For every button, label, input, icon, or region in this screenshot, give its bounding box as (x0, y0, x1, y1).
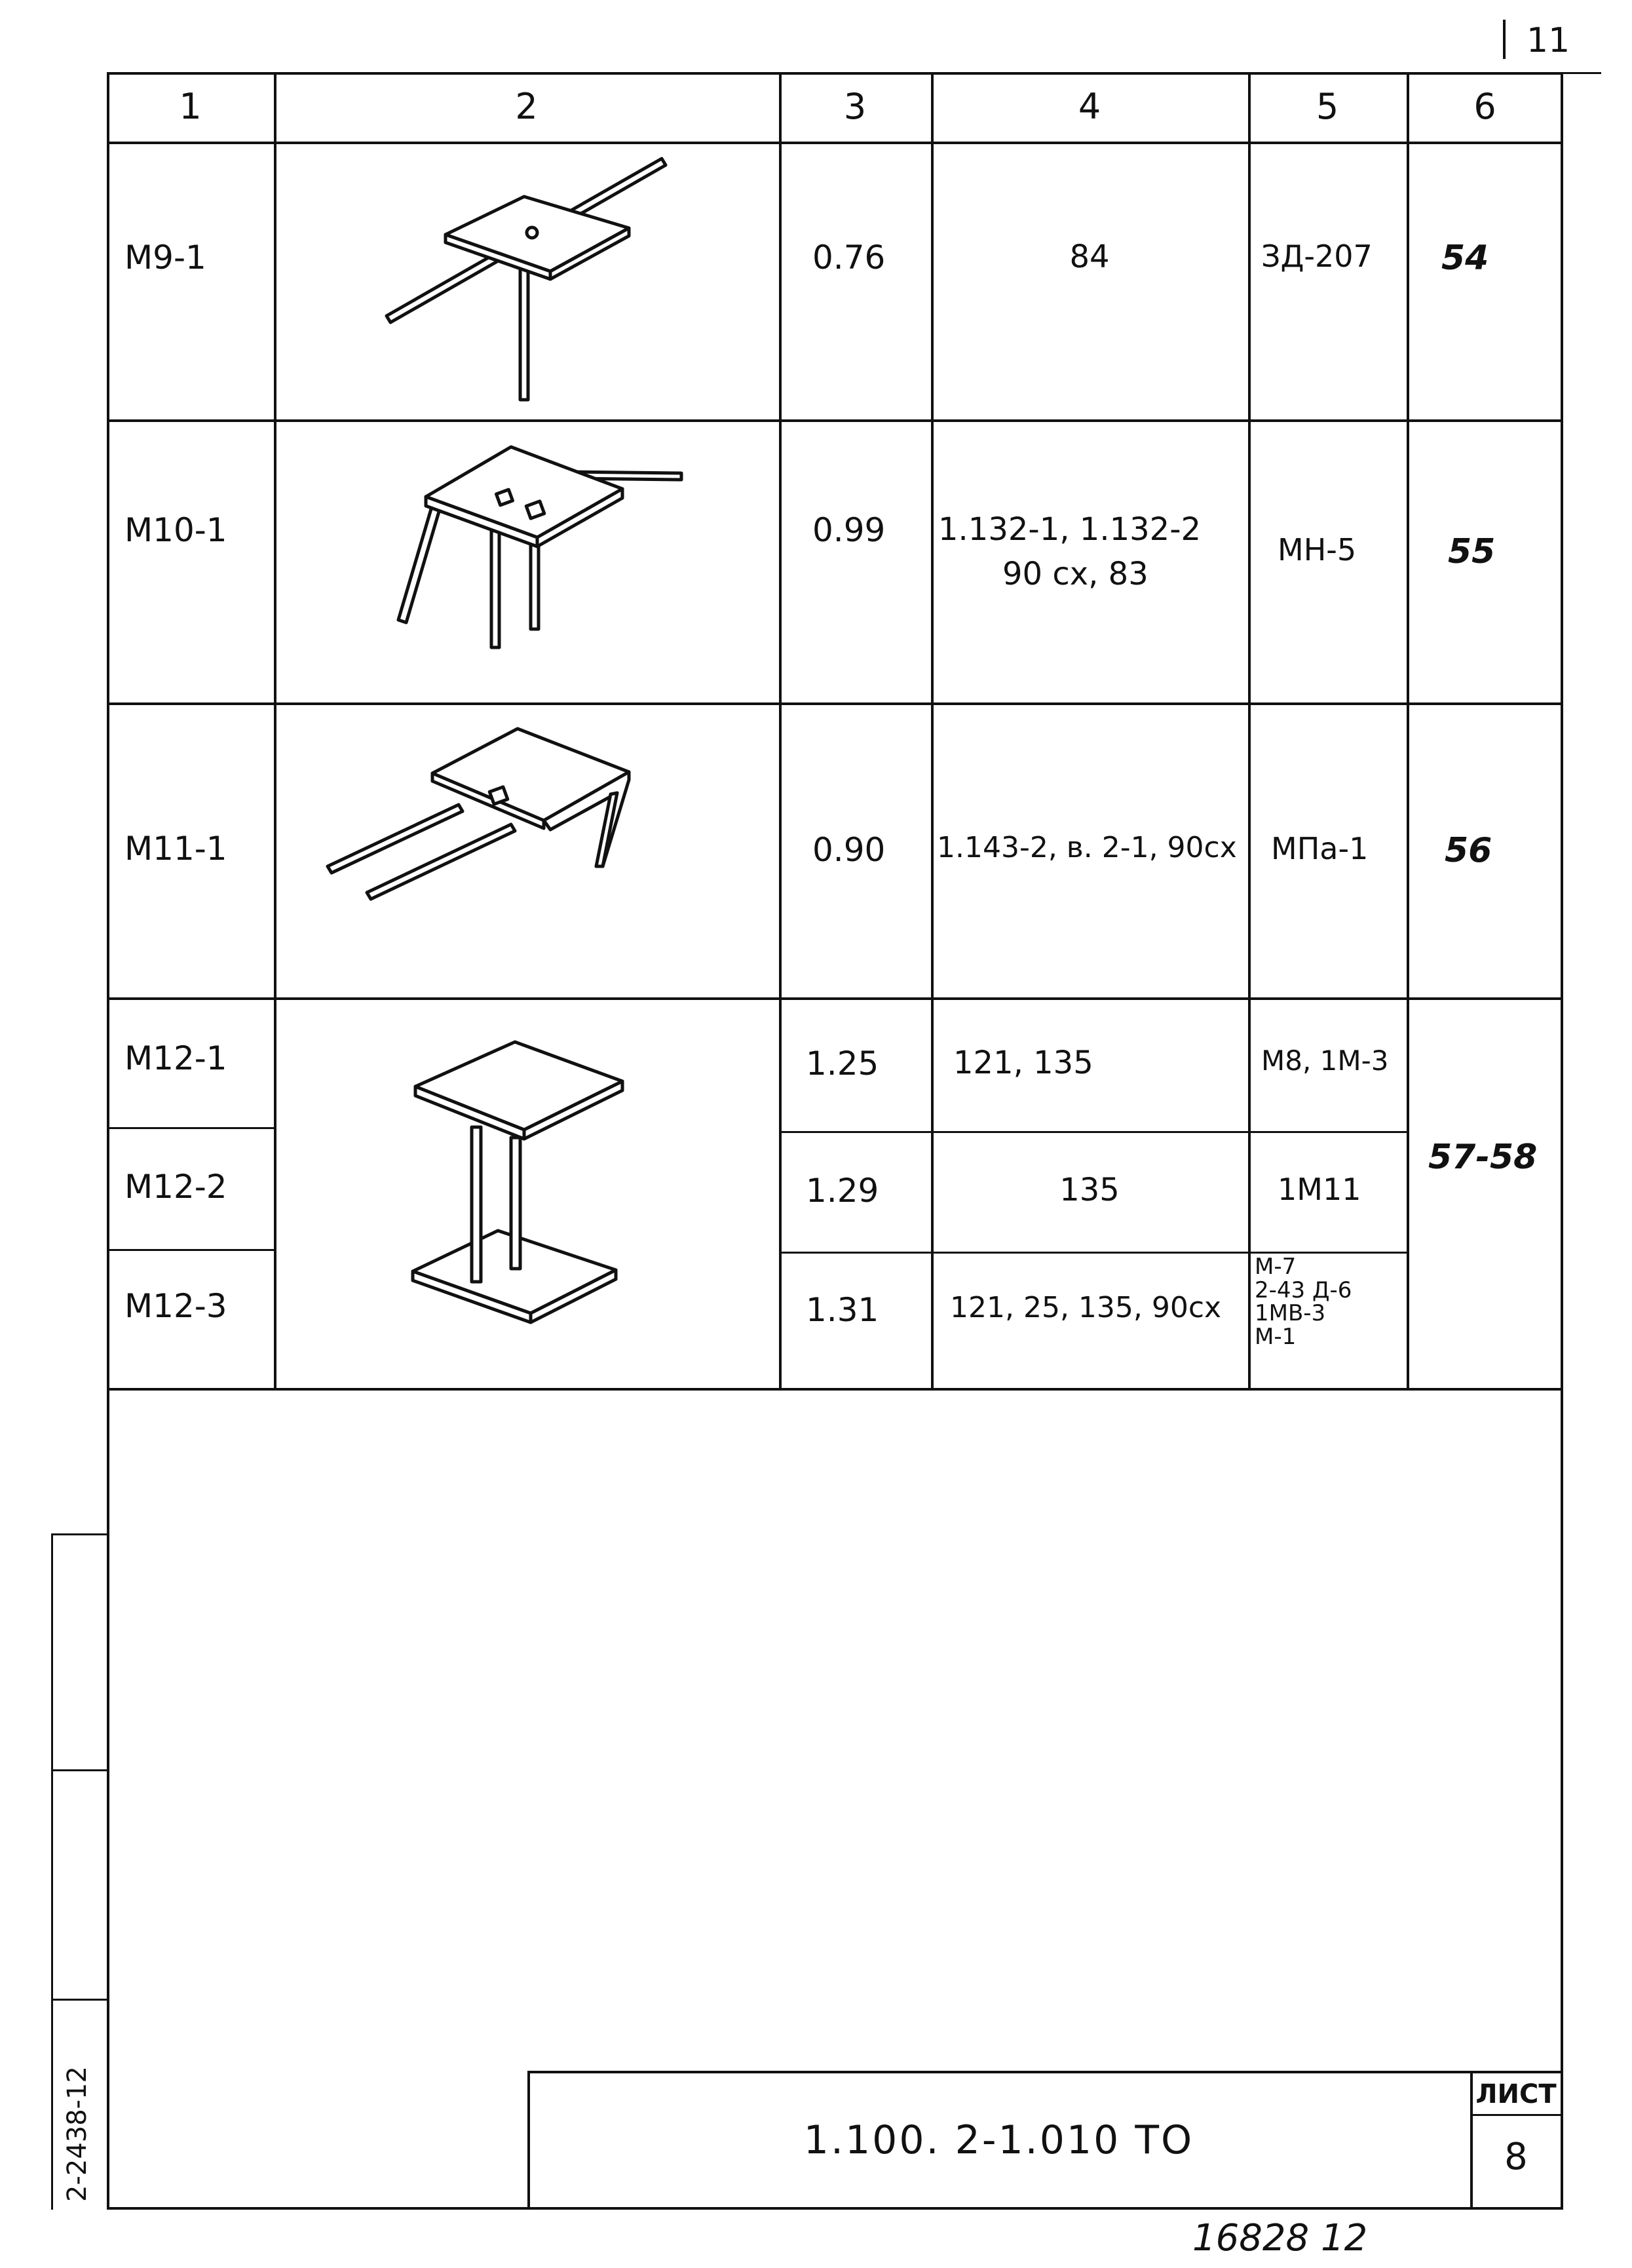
row5-code: 1М11 (1278, 1172, 1361, 1207)
side-code: 2-2438-12 (62, 2066, 92, 2202)
row2-mark: M10-1 (124, 511, 227, 549)
stamp-sheet-divider (1470, 2114, 1562, 2116)
col-border-2 (779, 72, 782, 1389)
row-border-2 (107, 702, 1563, 705)
row1-mark: M9-1 (124, 239, 206, 277)
header-col-6: 6 (1473, 86, 1496, 127)
header-row-border (107, 142, 1563, 144)
row6-code: М-7 2-43 Д-6 1МВ-3 М-1 (1255, 1254, 1352, 1351)
row3-mass: 0.90 (812, 831, 886, 869)
row1-code: ЗД-207 (1261, 239, 1373, 274)
row2-series-line2: 90 сх, 83 (1002, 556, 1148, 592)
subrow-border-a2 (779, 1131, 1408, 1133)
side-panel-divider-1 (51, 1769, 107, 1771)
row2-sheet: 55 (1448, 532, 1496, 571)
row4-mark: M12-1 (124, 1039, 227, 1077)
side-panel-top (51, 1533, 107, 1535)
header-col-1: 1 (179, 86, 202, 127)
subrow-border-b2 (779, 1252, 1408, 1254)
plate-with-three-anchors-icon (387, 432, 694, 655)
row1-sheet: 54 (1441, 239, 1489, 278)
subrow-border-a1 (107, 1127, 275, 1129)
double-plate-with-rods-icon (400, 1022, 649, 1350)
row3-code: МПа-1 (1271, 831, 1369, 866)
header-col-5: 5 (1316, 86, 1339, 127)
frame-left-border (107, 72, 109, 2208)
row1-series: 84 (1069, 239, 1110, 275)
row6-mark: M12-3 (124, 1287, 227, 1325)
header-col-3: 3 (843, 86, 867, 127)
angle-plate-with-rods-icon (314, 721, 655, 917)
handwritten-note: 16828 12 (1192, 2217, 1368, 2259)
side-panel-left-border (51, 1533, 53, 2210)
row5-mark: M12-2 (124, 1168, 227, 1206)
row3-sheet: 56 (1445, 831, 1492, 870)
row6-mass: 1.31 (806, 1291, 879, 1329)
row6-series: 121, 25, 135, 90сх (950, 1291, 1222, 1324)
group-sheet: 57-58 (1428, 1138, 1538, 1177)
row3-mark: M11-1 (124, 830, 227, 868)
frame-bottom-border (107, 2207, 1563, 2210)
frame-top-border (107, 72, 1563, 75)
row3-series: 1.143-2, в. 2-1, 90сх (937, 831, 1237, 864)
side-panel-divider-2 (51, 1999, 107, 2001)
plate-with-crossing-rod-icon (373, 144, 701, 413)
row4-series: 121, 135 (953, 1045, 1093, 1081)
row4-mass: 1.25 (806, 1045, 879, 1083)
row5-mass: 1.29 (806, 1172, 879, 1210)
col-border-1 (274, 72, 276, 1389)
col-border-5 (1407, 72, 1409, 1389)
stamp-top-border (527, 2071, 1563, 2073)
row1-mass: 0.76 (812, 239, 886, 277)
sheet-number: 8 (1504, 2136, 1528, 2178)
frame-right-border (1561, 72, 1563, 2210)
header-col-4: 4 (1078, 86, 1101, 127)
row2-series-line1: 1.132-1, 1.132-2 (938, 511, 1202, 548)
col-border-4 (1248, 72, 1251, 1389)
row2-code: МН-5 (1278, 532, 1357, 567)
subrow-border-b1 (107, 1249, 275, 1251)
row-border-1 (107, 419, 1563, 422)
row2-mass: 0.99 (812, 511, 886, 549)
row-border-3 (107, 997, 1563, 1000)
row-border-4 (107, 1388, 1563, 1391)
page-number-tick (1503, 20, 1506, 59)
sheet-label: ЛИСТ (1475, 2079, 1557, 2109)
row4-code: М8, 1М-3 (1261, 1045, 1389, 1077)
document-code: 1.100. 2-1.010 ТО (803, 2117, 1194, 2163)
page-number: 11 (1527, 21, 1570, 60)
header-col-2: 2 (515, 86, 538, 127)
row5-series: 135 (1059, 1172, 1120, 1208)
